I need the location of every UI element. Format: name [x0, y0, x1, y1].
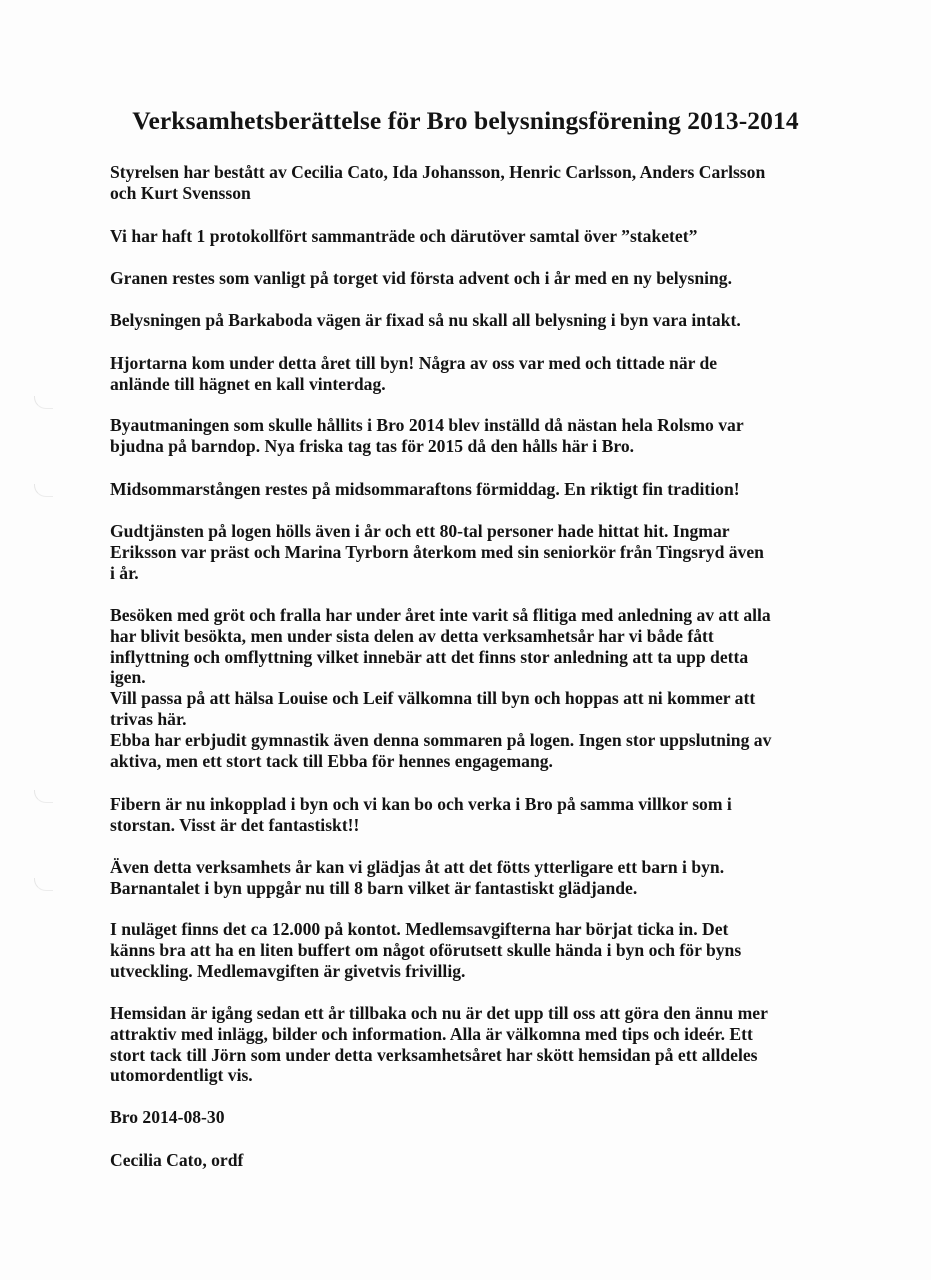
paragraph-midsummer — [110, 479, 815, 500]
text-line: anlände till hägnet en kall vinterdag. — [110, 373, 386, 394]
text-line: Barnantalet i byn uppgår nu till 8 barn vilket är fantastiskt glädjande. — [110, 877, 638, 898]
paragraph-finances — [110, 919, 815, 981]
paragraph-visits — [110, 605, 815, 771]
paragraph-deer — [110, 353, 815, 395]
text-line: Besöken med gröt och fralla har under året inte varit så flitiga med anledning av att alla — [110, 605, 771, 625]
text-line: och Kurt Svensson — [110, 182, 251, 203]
text-line: Hjortarna kom under detta året till byn! Några av oss var med och tittade när de — [110, 353, 718, 373]
document-signature — [110, 1150, 815, 1171]
paragraph-service — [110, 521, 815, 583]
text-line: Granen restes som vanligt på torget vid första advent och i år med en ny belysning. — [110, 268, 732, 288]
paragraph-website — [110, 1003, 815, 1086]
text-line: utomordentligt vis. — [110, 1065, 253, 1086]
text-line: Midsommarstången restes på midsommaraftons förmiddag. En riktigt fin tradition! — [110, 479, 740, 499]
paragraph-village-challenge — [110, 415, 815, 457]
document-title: Verksamhetsberättelse för Bro belysningsförening 2013-2014 — [132, 106, 799, 135]
text-line: trivas här. — [110, 708, 187, 729]
signature-text: Cecilia Cato, ordf — [110, 1150, 244, 1170]
text-line: Vill passa på att hälsa Louise och Leif välkomna till byn och hoppas att ni kommer att — [110, 688, 756, 709]
paragraph-lighting — [110, 310, 815, 331]
text-line: inflyttning och omflyttning vilket innebär att det finns stor anledning att ta upp detta — [110, 646, 749, 667]
text-line: Styrelsen har bestått av Cecilia Cato, Ida Johansson, Henric Carlsson, Anders Carlsson — [110, 162, 766, 182]
date-text: Bro 2014-08-30 — [110, 1107, 225, 1127]
paragraph-meetings — [110, 226, 815, 247]
text-line: storstan. Visst är det fantastiskt!! — [110, 814, 360, 835]
text-line: aktiva, men ett stort tack till Ebba för hennes engagemang. — [110, 750, 553, 771]
paragraph-births — [110, 857, 815, 899]
text-line: Hemsidan är igång sedan ett år tillbaka och nu är det upp till oss att göra den ännu mer — [110, 1003, 768, 1023]
document-date — [110, 1107, 815, 1128]
text-line: utveckling. Medlemavgiften är givetvis frivillig. — [110, 960, 466, 981]
paragraph-fiber — [110, 794, 815, 836]
text-line: stort tack till Jörn som under detta verksamhetsåret har skött hemsidan på ett alldeles — [110, 1044, 758, 1065]
text-line: Ebba har erbjudit gymnastik även denna sommaren på logen. Ingen stor uppslutning av — [110, 729, 772, 750]
text-line: i år. — [110, 562, 139, 583]
text-line: känns bra att ha en liten buffert om något oförutsett skulle hända i byn och för byns — [110, 939, 742, 960]
punch-hole-mark — [34, 396, 53, 409]
text-line: Byautmaningen som skulle hållits i Bro 2014 blev inställd då nästan hela Rolsmo var — [110, 415, 744, 435]
paragraph-christmas-tree — [110, 268, 815, 289]
paragraph-board — [110, 162, 815, 204]
text-line: igen. — [110, 667, 146, 688]
text-line: Fibern är nu inkopplad i byn och vi kan bo och verka i Bro på samma villkor som i — [110, 794, 732, 814]
text-line: Eriksson var präst och Marina Tyrborn återkom med sin seniorkör från Tingsryd även — [110, 541, 764, 562]
text-line: Belysningen på Barkaboda vägen är fixad så nu skall all belysning i byn vara intakt. — [110, 310, 741, 330]
text-line: attraktiv med inlägg, bilder och information. Alla är välkomna med tips och ideér. Ett — [110, 1023, 753, 1044]
punch-hole-mark — [34, 790, 53, 803]
text-line: Även detta verksamhets år kan vi glädjas åt att det fötts ytterligare ett barn i byn. — [110, 857, 725, 877]
text-line: I nuläget finns det ca 12.000 på kontot. Medlemsavgifterna har börjat ticka in. Det — [110, 919, 729, 939]
punch-hole-mark — [34, 878, 53, 891]
text-line: Vi har haft 1 protokollfört sammanträde och därutöver samtal över ”staketet” — [110, 226, 698, 246]
text-line: har blivit besökta, men under sista delen av detta verksamhetsår har vi både fått — [110, 625, 714, 646]
text-line: bjudna på barndop. Nya friska tag tas för 2015 då den hålls här i Bro. — [110, 435, 635, 456]
text-line: Gudtjänsten på logen hölls även i år och ett 80-tal personer hade hittat hit. Ingmar — [110, 521, 730, 541]
punch-hole-mark — [34, 484, 53, 497]
